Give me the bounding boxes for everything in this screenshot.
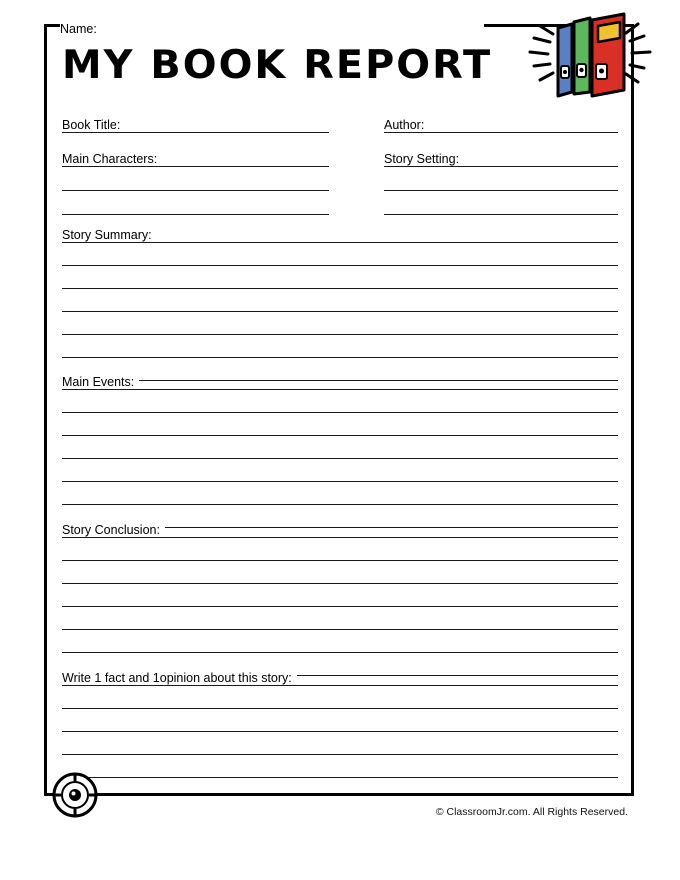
line-fact-opinion-5[interactable] bbox=[62, 777, 618, 778]
line-main-characters-3[interactable] bbox=[62, 214, 329, 215]
label-story-summary: Story Summary: bbox=[62, 228, 157, 242]
line-story-summary-5[interactable] bbox=[62, 334, 618, 335]
line-main-events-6[interactable] bbox=[62, 504, 618, 505]
books-stack-icon bbox=[520, 8, 660, 108]
line-story-conclusion-2[interactable] bbox=[62, 560, 618, 561]
line-book-title-1[interactable] bbox=[62, 132, 329, 133]
line-story-summary-2[interactable] bbox=[62, 265, 618, 266]
line-main-events-4[interactable] bbox=[62, 458, 618, 459]
line-main-characters-1[interactable] bbox=[62, 166, 329, 167]
line-fact-opinion-2[interactable] bbox=[62, 708, 618, 709]
page-title: MY BOOK REPORT bbox=[62, 43, 493, 88]
line-fact-opinion-4[interactable] bbox=[62, 754, 618, 755]
line-story-conclusion-4[interactable] bbox=[62, 606, 618, 607]
name-label: Name: bbox=[60, 22, 97, 36]
label-story-conclusion: Story Conclusion: bbox=[62, 523, 165, 537]
name-field-row bbox=[60, 22, 484, 36]
label-main-characters: Main Characters: bbox=[62, 152, 162, 166]
classroom-jr-badge-icon bbox=[52, 772, 98, 818]
line-story-summary-6[interactable] bbox=[62, 357, 618, 358]
copyright-text: © ClassroomJr.com. All Rights Reserved. bbox=[435, 806, 628, 818]
line-story-conclusion-5[interactable] bbox=[62, 629, 618, 630]
line-story-setting-3[interactable] bbox=[384, 214, 618, 215]
form-body bbox=[44, 24, 634, 796]
label-fact-opinion: Write 1 fact and 1opinion about this story: bbox=[62, 671, 297, 685]
line-story-summary-4[interactable] bbox=[62, 311, 618, 312]
line-story-summary-1[interactable] bbox=[62, 242, 618, 243]
label-author: Author: bbox=[384, 118, 429, 132]
line-fact-opinion-1[interactable] bbox=[62, 685, 618, 686]
line-main-events-5[interactable] bbox=[62, 481, 618, 482]
line-main-events-1[interactable] bbox=[62, 389, 618, 390]
line-main-characters-2[interactable] bbox=[62, 190, 329, 191]
line-story-conclusion-1[interactable] bbox=[62, 537, 618, 538]
line-main-events-2[interactable] bbox=[62, 412, 618, 413]
line-fact-opinion-3[interactable] bbox=[62, 731, 618, 732]
line-story-setting-1[interactable] bbox=[384, 166, 618, 167]
label-book-title: Book Title: bbox=[62, 118, 125, 132]
line-story-summary-7[interactable] bbox=[62, 380, 618, 381]
line-story-conclusion-3[interactable] bbox=[62, 583, 618, 584]
line-story-setting-2[interactable] bbox=[384, 190, 618, 191]
line-story-conclusion-6[interactable] bbox=[62, 652, 618, 653]
line-main-events-3[interactable] bbox=[62, 435, 618, 436]
line-story-summary-3[interactable] bbox=[62, 288, 618, 289]
label-story-setting: Story Setting: bbox=[384, 152, 464, 166]
line-author-1[interactable] bbox=[384, 132, 618, 133]
label-main-events: Main Events: bbox=[62, 375, 139, 389]
